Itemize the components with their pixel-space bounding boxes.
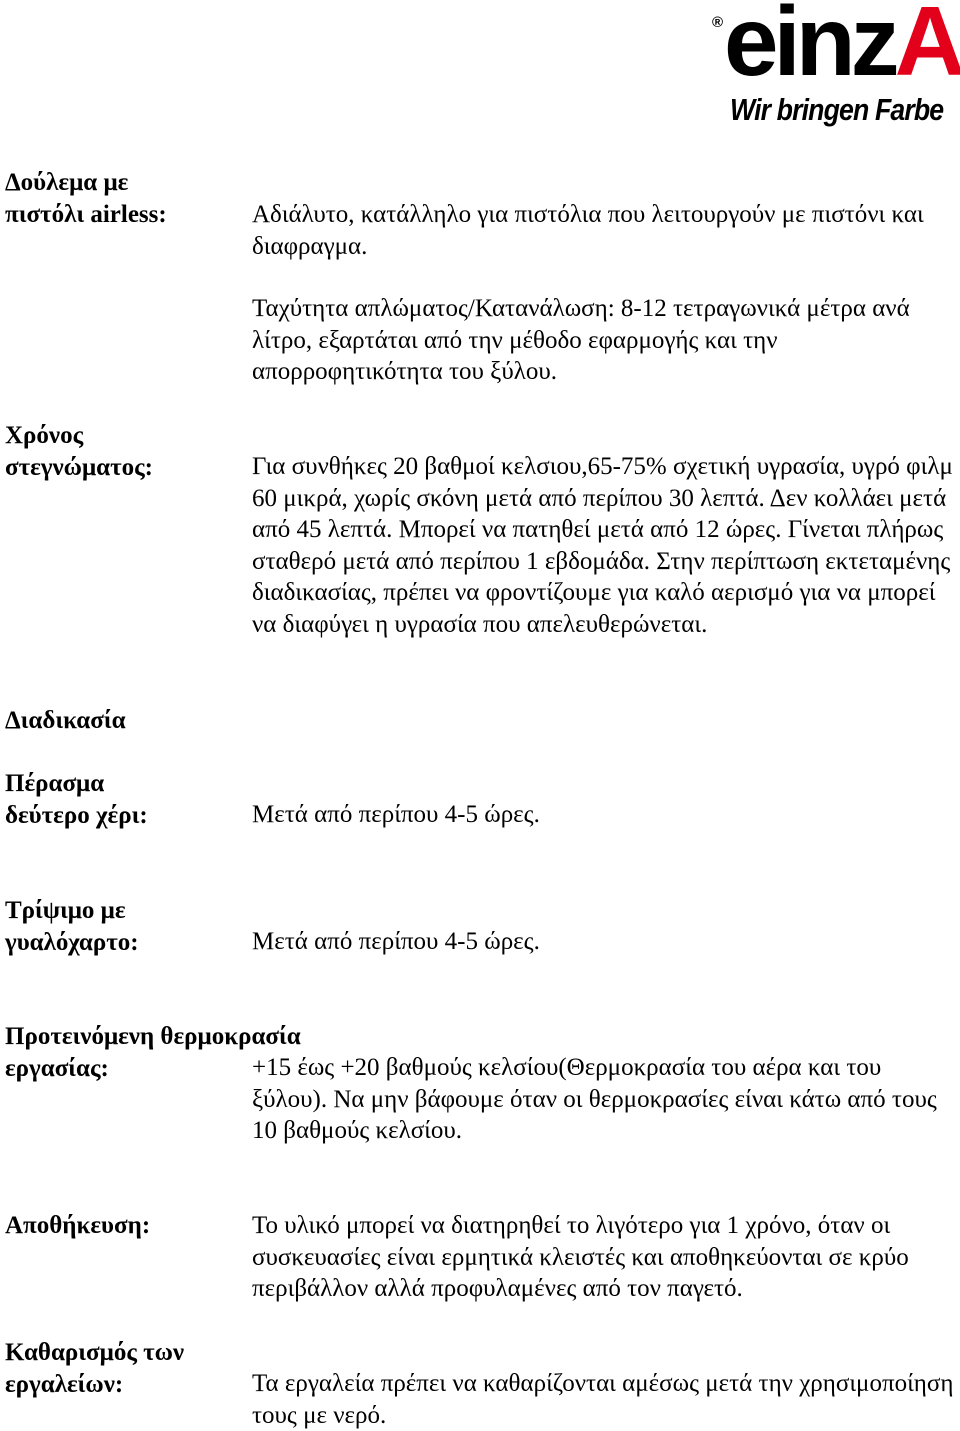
temperature-text: +15 έως +20 βαθμούς κελσίου(Θερμοκρασία του αέρα και του ξύλου). Να μην βάφουμε όταν οι θερμοκρασίες είναι κάτω από τους 10 βαθμούς κελσίου. [252,1054,937,1144]
sanding-label: Τρίψιμο με γυαλόχαρτο: [5,897,139,956]
cleaning-label: Καθαρισμός των εργαλείων: [5,1339,185,1398]
second-coat-label: Πέρασμα δεύτερο χέρι: [5,770,148,829]
logo-tagline: Wir bringen Farbe [730,92,944,127]
airless-text: Αδιάλυτο, κατάλληλο για πιστόλια που λειτουργούν με πιστόνι και διαφραγμα. [252,201,924,260]
einza-logo [706,2,960,134]
storage-label: Αποθήκευση: [5,1212,151,1239]
airless-label: Δούλεμα με πιστόλι airless: [5,169,167,228]
drying-label: Χρόνος στεγνώματος: [5,422,153,481]
logo-name-red: A [894,0,960,96]
logo-name-black: einz [724,0,895,96]
coverage-text: Ταχύτητα απλώματος/Κατανάλωση: 8-12 τετραγωνικά μέτρα ανά λίτρο, εξαρτάται από την μέθοδο εφαρμογής και την απορροφητικότητα του ξύλου. [252,295,910,385]
drying-text: Για συνθήκες 20 βαθμοί κελσιου,65-75% σχετική υγρασία, υγρό φιλμ 60 μικρά, χωρίς σκόνη μετά από περίπου 30 λεπτά. Δεν κολλάει μετά από 45 λεπτά. Μπορεί να πατηθεί μετά από 12 ώρες. Γίνεται πλήρως σταθερό μετά από περίπου 1 εβδομάδα. Στην περίπτωση εκτεταμένης διαδικασίας, πρέπει να φροντίζουμε για καλό αερισμό για να μπορεί να διαφύγει η υγρασία που απελευθερώνεται. [252,453,953,638]
registered-mark: ® [712,14,724,31]
sanding-text: Μετά από περίπου 4-5 ώρες. [252,928,540,955]
logo-wordmark [724,0,960,96]
cleaning-text: Τα εργαλεία πρέπει να καθαρίζονται αμέσως μετά την χρησιμοποίηση τους με νερό. [252,1370,954,1429]
storage-text: Το υλικό μπορεί να διατηρηθεί το λιγότερο για 1 χρόνο, όταν οι συσκευασίες είναι ερμητικά κλειστές και αποθηκεύονται σε κρύο περιβάλλον αλλά προφυλαμένες από τον παγετό. [252,1212,909,1302]
procedure-heading: Διαδικασία [5,707,126,734]
temperature-label: Προτεινόμενη θερμοκρασία εργασίας: [5,1023,301,1082]
second-coat-text: Μετά από περίπου 4-5 ώρες. [252,801,540,828]
